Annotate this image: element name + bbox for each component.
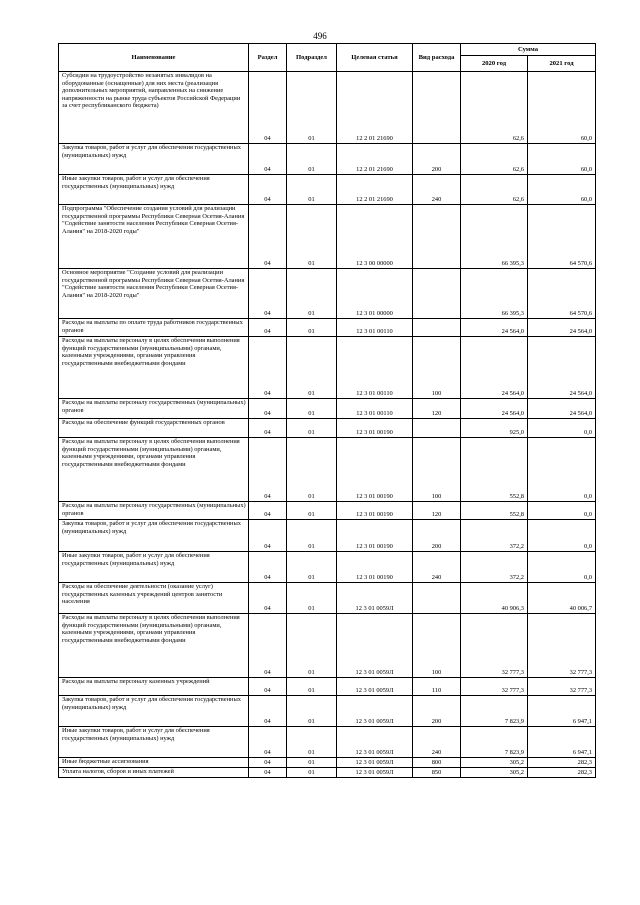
cell-2021: 0,0	[528, 419, 596, 438]
cell-subsection: 01	[287, 175, 337, 205]
header-name: Наименование	[59, 44, 249, 72]
cell-section: 04	[249, 696, 287, 727]
cell-expense-type	[413, 205, 461, 269]
cell-target: 12 3 01 0059Л	[337, 583, 413, 614]
cell-name: Закупка товаров, работ и услуг для обеспечения государственных (муниципальных) нужд	[59, 520, 249, 552]
header-section: Раздел	[249, 44, 287, 72]
cell-target: 12 3 01 0059Л	[337, 614, 413, 678]
cell-name: Субсидии на трудоустройство незанятых инвалидов на оборудованные (оснащенные) для них места (реализация дополнительных мероприятий, направленных на снижение напряженности на рынке труда субъектов Российской Федерации за счет республиканского бюджета)	[59, 72, 249, 144]
cell-section: 04	[249, 175, 287, 205]
cell-name: Расходы на выплаты персоналу в целях обеспечения выполнения функций государственными (муниципальными) органами, казенными учреждениями, органами управления государственными внебюджетными фондами	[59, 438, 249, 502]
cell-target: 12 3 01 00190	[337, 438, 413, 502]
cell-section: 04	[249, 758, 287, 768]
cell-expense-type: 100	[413, 438, 461, 502]
cell-section: 04	[249, 419, 287, 438]
cell-2021: 32 777,3	[528, 678, 596, 696]
cell-subsection: 01	[287, 319, 337, 337]
table-row	[59, 614, 596, 678]
cell-2021: 282,3	[528, 758, 596, 768]
table-row	[59, 520, 596, 552]
cell-2021: 6 947,1	[528, 696, 596, 727]
header-subsection: Подраздел	[287, 44, 337, 72]
cell-2020: 62,6	[461, 175, 528, 205]
table-row	[59, 552, 596, 583]
cell-2020: 552,8	[461, 502, 528, 520]
cell-name: Иные закупки товаров, работ и услуг для обеспечения государственных (муниципальных) нужд	[59, 175, 249, 205]
cell-target: 12 3 01 0059Л	[337, 696, 413, 727]
cell-2020: 24 564,0	[461, 399, 528, 419]
cell-target: 12 2 01 21690	[337, 175, 413, 205]
table-row	[59, 175, 596, 205]
cell-expense-type: 800	[413, 758, 461, 768]
table-row	[59, 419, 596, 438]
cell-name: Закупка товаров, работ и услуг для обеспечения государственных (муниципальных) нужд	[59, 696, 249, 727]
cell-subsection: 01	[287, 419, 337, 438]
cell-subsection: 01	[287, 552, 337, 583]
table-row	[59, 727, 596, 758]
header-sum: Сумма	[461, 44, 596, 56]
cell-subsection: 01	[287, 520, 337, 552]
cell-target: 12 3 01 00190	[337, 502, 413, 520]
table-row	[59, 205, 596, 269]
cell-expense-type: 100	[413, 337, 461, 399]
cell-2021: 24 564,0	[528, 399, 596, 419]
cell-subsection: 01	[287, 269, 337, 319]
table-row	[59, 337, 596, 399]
cell-section: 04	[249, 502, 287, 520]
cell-2021: 60,0	[528, 175, 596, 205]
cell-section: 04	[249, 337, 287, 399]
cell-section: 04	[249, 768, 287, 778]
cell-name: Расходы на выплаты персоналу казенных учреждений	[59, 678, 249, 696]
cell-section: 04	[249, 399, 287, 419]
cell-2021: 64 570,6	[528, 269, 596, 319]
cell-2021: 40 006,7	[528, 583, 596, 614]
cell-expense-type: 200	[413, 144, 461, 175]
cell-section: 04	[249, 72, 287, 144]
cell-target: 12 3 01 00110	[337, 319, 413, 337]
cell-section: 04	[249, 205, 287, 269]
cell-section: 04	[249, 727, 287, 758]
cell-expense-type	[413, 269, 461, 319]
header-expense-type: Вид расхода	[413, 44, 461, 72]
cell-2020: 372,2	[461, 552, 528, 583]
cell-target: 12 3 01 0059Л	[337, 758, 413, 768]
cell-2021: 6 947,1	[528, 727, 596, 758]
cell-2020: 66 395,3	[461, 269, 528, 319]
cell-2021: 24 564,0	[528, 337, 596, 399]
cell-subsection: 01	[287, 205, 337, 269]
cell-target: 12 2 01 21690	[337, 72, 413, 144]
cell-target: 12 3 00 00000	[337, 205, 413, 269]
table-row	[59, 583, 596, 614]
cell-target: 12 3 01 00110	[337, 399, 413, 419]
cell-name: Уплата налогов, сборов и иных платежей	[59, 768, 249, 778]
cell-subsection: 01	[287, 583, 337, 614]
cell-2020: 925,0	[461, 419, 528, 438]
cell-2021: 60,0	[528, 144, 596, 175]
table-row	[59, 438, 596, 502]
table-row	[59, 319, 596, 337]
cell-name: Расходы на выплаты по оплате труда работников государственных органов	[59, 319, 249, 337]
cell-2020: 372,2	[461, 520, 528, 552]
cell-name: Расходы на выплаты персоналу государственных (муниципальных) органов	[59, 502, 249, 520]
cell-subsection: 01	[287, 758, 337, 768]
cell-2020: 32 777,3	[461, 614, 528, 678]
cell-subsection: 01	[287, 72, 337, 144]
table-row	[59, 269, 596, 319]
cell-2020: 66 395,3	[461, 205, 528, 269]
cell-2021: 24 564,0	[528, 319, 596, 337]
table-row	[59, 502, 596, 520]
cell-section: 04	[249, 319, 287, 337]
cell-2020: 62,6	[461, 72, 528, 144]
cell-subsection: 01	[287, 678, 337, 696]
cell-name: Иные закупки товаров, работ и услуг для обеспечения государственных (муниципальных) нужд	[59, 727, 249, 758]
cell-section: 04	[249, 438, 287, 502]
cell-expense-type: 240	[413, 175, 461, 205]
cell-2021: 60,0	[528, 72, 596, 144]
table-row	[59, 758, 596, 768]
cell-target: 12 3 01 00000	[337, 269, 413, 319]
cell-section: 04	[249, 520, 287, 552]
cell-2021: 282,3	[528, 768, 596, 778]
cell-name: Иные закупки товаров, работ и услуг для обеспечения государственных (муниципальных) нужд	[59, 552, 249, 583]
cell-expense-type	[413, 72, 461, 144]
cell-subsection: 01	[287, 144, 337, 175]
cell-expense-type: 200	[413, 696, 461, 727]
cell-subsection: 01	[287, 337, 337, 399]
cell-name: Подпрограмма "Обеспечение создания условий для реализации государственной программы Республики Северная Осетия-Алания "Содействие занятости населения Республики Северная Осетия-Алания" на 2018-2020 годы"	[59, 205, 249, 269]
table-row	[59, 399, 596, 419]
header-target: Целевая статья	[337, 44, 413, 72]
table-row	[59, 678, 596, 696]
table-row	[59, 144, 596, 175]
header-year-2021: 2021 год	[528, 56, 596, 72]
cell-2020: 24 564,0	[461, 337, 528, 399]
cell-2020: 7 823,9	[461, 696, 528, 727]
cell-2021: 32 777,3	[528, 614, 596, 678]
cell-expense-type: 240	[413, 727, 461, 758]
cell-subsection: 01	[287, 768, 337, 778]
cell-2021: 0,0	[528, 520, 596, 552]
cell-expense-type	[413, 419, 461, 438]
cell-expense-type: 120	[413, 502, 461, 520]
cell-target: 12 3 01 00110	[337, 337, 413, 399]
cell-2020: 552,8	[461, 438, 528, 502]
table-row	[59, 768, 596, 778]
cell-expense-type: 110	[413, 678, 461, 696]
cell-subsection: 01	[287, 696, 337, 727]
cell-2020: 40 906,3	[461, 583, 528, 614]
cell-name: Расходы на выплаты персоналу государственных (муниципальных) органов	[59, 399, 249, 419]
cell-expense-type: 200	[413, 520, 461, 552]
cell-section: 04	[249, 269, 287, 319]
table-row	[59, 72, 596, 144]
cell-2020: 32 777,3	[461, 678, 528, 696]
cell-expense-type: 850	[413, 768, 461, 778]
cell-2021: 64 570,6	[528, 205, 596, 269]
cell-subsection: 01	[287, 727, 337, 758]
budget-table	[58, 43, 596, 778]
cell-section: 04	[249, 678, 287, 696]
cell-target: 12 3 01 0059Л	[337, 727, 413, 758]
cell-2021: 0,0	[528, 502, 596, 520]
cell-expense-type	[413, 583, 461, 614]
cell-name: Расходы на обеспечение функций государственных органов	[59, 419, 249, 438]
cell-2020: 7 823,9	[461, 727, 528, 758]
cell-name: Расходы на выплаты персоналу в целях обеспечения выполнения функций государственными (муниципальными) органами, казенными учреждениями, органами управления государственными внебюджетными фондами	[59, 337, 249, 399]
cell-target: 12 3 01 0059Л	[337, 678, 413, 696]
cell-section: 04	[249, 144, 287, 175]
cell-2020: 24 564,0	[461, 319, 528, 337]
header-year-2020: 2020 год	[461, 56, 528, 72]
cell-name: Расходы на выплаты персоналу в целях обеспечения выполнения функций государственными (муниципальными) органами, казенными учреждениями, органами управления государственными внебюджетными фондами	[59, 614, 249, 678]
cell-subsection: 01	[287, 502, 337, 520]
cell-subsection: 01	[287, 438, 337, 502]
page-number: 496	[313, 31, 327, 41]
cell-subsection: 01	[287, 614, 337, 678]
table-row	[59, 696, 596, 727]
cell-target: 12 3 01 00190	[337, 419, 413, 438]
table-body	[59, 72, 596, 778]
cell-target: 12 3 01 00190	[337, 520, 413, 552]
cell-2021: 0,0	[528, 438, 596, 502]
cell-expense-type	[413, 319, 461, 337]
cell-name: Закупка товаров, работ и услуг для обеспечения государственных (муниципальных) нужд	[59, 144, 249, 175]
cell-expense-type: 240	[413, 552, 461, 583]
cell-name: Расходы на обеспечение деятельности (оказание услуг) государственных казенных учреждений центров занятости населения	[59, 583, 249, 614]
cell-target: 12 2 01 21690	[337, 144, 413, 175]
cell-name: Основное мероприятие "Создание условий для реализации государственной программы Республики Северная Осетия-Алания "Содействие занятости населения Республики Северная Осетия-Алания" на 2018-2020 годы"	[59, 269, 249, 319]
cell-section: 04	[249, 583, 287, 614]
cell-name: Иные бюджетные ассигнования	[59, 758, 249, 768]
cell-expense-type: 100	[413, 614, 461, 678]
cell-subsection: 01	[287, 399, 337, 419]
cell-2020: 62,6	[461, 144, 528, 175]
cell-target: 12 3 01 0059Л	[337, 768, 413, 778]
cell-expense-type: 120	[413, 399, 461, 419]
cell-section: 04	[249, 552, 287, 583]
cell-2021: 0,0	[528, 552, 596, 583]
cell-2020: 305,2	[461, 768, 528, 778]
cell-target: 12 3 01 00190	[337, 552, 413, 583]
cell-section: 04	[249, 614, 287, 678]
cell-2020: 305,2	[461, 758, 528, 768]
